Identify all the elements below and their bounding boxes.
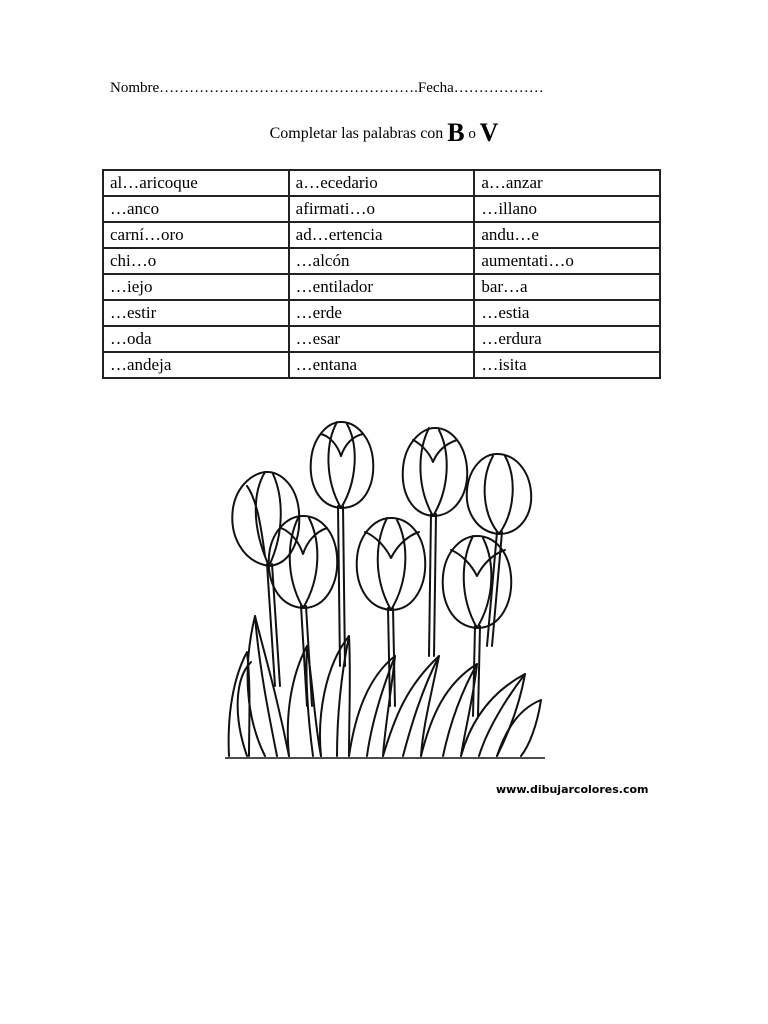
word-cell: andu…e: [474, 222, 660, 248]
table-row: [103, 248, 660, 274]
words-table: [102, 169, 661, 379]
table-row: [103, 170, 660, 196]
words-table-body: [103, 170, 660, 378]
date-blank: ………………: [453, 80, 544, 96]
word-cell: aumentati…o: [474, 248, 660, 274]
word-cell: al…aricoque: [103, 170, 289, 196]
date-label: Fecha: [417, 80, 454, 96]
word-cell: …illano: [474, 196, 660, 222]
title-connector: o: [464, 126, 480, 142]
word-cell: …esar: [289, 326, 475, 352]
word-cell: a…ecedario: [289, 170, 475, 196]
worksheet-title: [0, 118, 768, 148]
word-cell: carní…oro: [103, 222, 289, 248]
word-cell: …anco: [103, 196, 289, 222]
table-row: [103, 222, 660, 248]
word-cell: …entana: [289, 352, 475, 378]
title-letter-b: B: [447, 118, 465, 147]
website-footer: www.dibujarcolores.com: [496, 783, 649, 796]
table-row: [103, 352, 660, 378]
word-cell: a…anzar: [474, 170, 660, 196]
word-cell: …oda: [103, 326, 289, 352]
word-cell: bar…a: [474, 274, 660, 300]
word-cell: …iejo: [103, 274, 289, 300]
title-letter-v: V: [479, 118, 499, 147]
table-row: [103, 196, 660, 222]
word-cell: …alcón: [289, 248, 475, 274]
header-line: [110, 80, 544, 97]
table-row: [103, 326, 660, 352]
word-cell: afirmati…o: [289, 196, 475, 222]
table-row: [103, 274, 660, 300]
word-cell: …andeja: [103, 352, 289, 378]
word-cell: ad…ertencia: [289, 222, 475, 248]
name-blank: …………………………………………….: [159, 80, 418, 96]
word-cell: chi…o: [103, 248, 289, 274]
word-cell: …erdura: [474, 326, 660, 352]
tulips-illustration-icon: [225, 416, 545, 761]
name-label: Nombre: [110, 80, 160, 96]
word-cell: …entilador: [289, 274, 475, 300]
word-cell: …isita: [474, 352, 660, 378]
tulip-heads: [232, 422, 531, 628]
word-cell: …estia: [474, 300, 660, 326]
title-prefix: Completar las palabras con: [269, 125, 448, 142]
word-cell: …erde: [289, 300, 475, 326]
table-row: [103, 300, 660, 326]
word-cell: …estir: [103, 300, 289, 326]
